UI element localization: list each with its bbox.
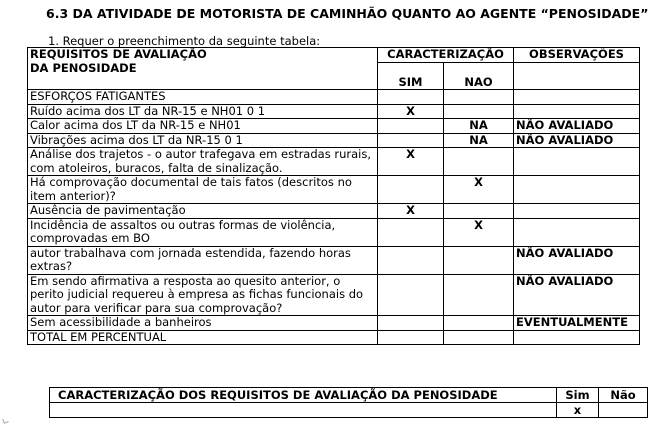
- nao-cell: [444, 330, 514, 345]
- table-header-row: [28, 48, 640, 63]
- sim-cell: [378, 246, 444, 274]
- summary-sim-value: x: [557, 403, 599, 418]
- nao-cell: [444, 90, 514, 105]
- observation-cell: NÃO AVALIADO: [514, 246, 640, 274]
- table-row: [28, 104, 640, 119]
- table-row: [28, 218, 640, 246]
- table-row: [28, 176, 640, 204]
- header-observacoes: OBSERVAÇÕES: [514, 48, 640, 63]
- table-row: [28, 204, 640, 219]
- header-caracterizacao: CARACTERIZAÇÃO: [378, 48, 514, 63]
- subheader-obs-empty: [514, 62, 640, 90]
- table-row: [28, 90, 640, 105]
- requirement-cell: Ruído acima dos LT da NR-15 e NH01 0 1: [28, 104, 378, 119]
- observation-cell: [514, 204, 640, 219]
- table-row: [28, 274, 640, 316]
- observation-cell: [514, 176, 640, 204]
- nao-cell: [444, 148, 514, 176]
- requirement-cell: Análise dos trajetos - o autor trafegava em estradas rurais, com atoleiros, buracos, falta de sinalização.: [28, 148, 378, 176]
- observation-cell: EVENTUALMENTE: [514, 316, 640, 331]
- sim-cell: [378, 176, 444, 204]
- sim-cell: [378, 119, 444, 134]
- table-row: [28, 246, 640, 274]
- subheader-sim: SIM: [378, 62, 444, 90]
- nao-cell: X: [444, 176, 514, 204]
- penosidade-requirements-table: [27, 47, 640, 345]
- sim-cell: [378, 330, 444, 345]
- table-row: [28, 316, 640, 331]
- requirement-cell: TOTAL EM PERCENTUAL: [28, 330, 378, 345]
- observation-cell: NÃO AVALIADO: [514, 274, 640, 316]
- nao-cell: NA: [444, 119, 514, 134]
- sim-cell: X: [378, 148, 444, 176]
- sim-cell: [378, 90, 444, 105]
- observation-cell: [514, 90, 640, 105]
- requirement-cell: Em sendo afirmativa a resposta ao quesito anterior, o perito judicial requereu à empresa as fichas funcionais do autor para verificar para sua comprovação?: [28, 274, 378, 316]
- table-row: [28, 119, 640, 134]
- requirement-cell: ESFORÇOS FATIGANTES: [28, 90, 378, 105]
- nao-cell: [444, 104, 514, 119]
- summary-header-row: [50, 388, 648, 403]
- observation-cell: [514, 104, 640, 119]
- intro-text: 1. Requer o preenchimento da seguinte tabela:: [48, 34, 321, 48]
- summary-nao-label: Não: [599, 388, 648, 403]
- requirement-cell: Incidência de assaltos ou outras formas de violência, comprovadas em BO: [28, 218, 378, 246]
- table-row: [28, 133, 640, 148]
- sim-cell: [378, 274, 444, 316]
- summary-table: [49, 387, 648, 418]
- summary-sim-label: Sim: [557, 388, 599, 403]
- summary-title: CARACTERIZAÇÃO DOS REQUISITOS DE AVALIAÇÃO DA PENOSIDADE: [50, 388, 557, 403]
- nao-cell: [444, 204, 514, 219]
- requirement-cell: Ausência de pavimentação: [28, 204, 378, 219]
- requirement-cell: Sem acessibilidade a banheiros: [28, 316, 378, 331]
- requirement-cell: Calor acima dos LT da NR-15 e NH01: [28, 119, 378, 134]
- section-title: 6.3 DA ATIVIDADE DE MOTORISTA DE CAMINHÃO QUANTO AO AGENTE “PENOSIDADE”: [46, 6, 649, 21]
- summary-empty-cell: [50, 403, 557, 418]
- sim-cell: X: [378, 204, 444, 219]
- sim-cell: [378, 218, 444, 246]
- nao-cell: [444, 274, 514, 316]
- sim-cell: [378, 316, 444, 331]
- summary-value-row: [50, 403, 648, 418]
- requirement-cell: Vibrações acima dos LT da NR-15 0 1: [28, 133, 378, 148]
- nao-cell: NA: [444, 133, 514, 148]
- observation-cell: NÃO AVALIADO: [514, 133, 640, 148]
- nao-cell: X: [444, 218, 514, 246]
- sim-cell: X: [378, 104, 444, 119]
- subheader-nao: NAO: [444, 62, 514, 90]
- requirement-cell: Há comprovação documental de tais fatos (descritos no item anterior)?: [28, 176, 378, 204]
- nao-cell: [444, 246, 514, 274]
- observation-cell: NÃO AVALIADO: [514, 119, 640, 134]
- observation-cell: [514, 218, 640, 246]
- corner-mark-icon: [2, 417, 8, 423]
- nao-cell: [444, 316, 514, 331]
- sim-cell: [378, 133, 444, 148]
- observation-cell: [514, 330, 640, 345]
- requirement-cell: autor trabalhava com jornada estendida, fazendo horas extras?: [28, 246, 378, 274]
- header-requisitos: REQUISITOS DE AVALIAÇÃO DA PENOSIDADE: [28, 48, 378, 90]
- table-row: [28, 330, 640, 345]
- observation-cell: [514, 148, 640, 176]
- summary-nao-value: [599, 403, 648, 418]
- table-row: [28, 148, 640, 176]
